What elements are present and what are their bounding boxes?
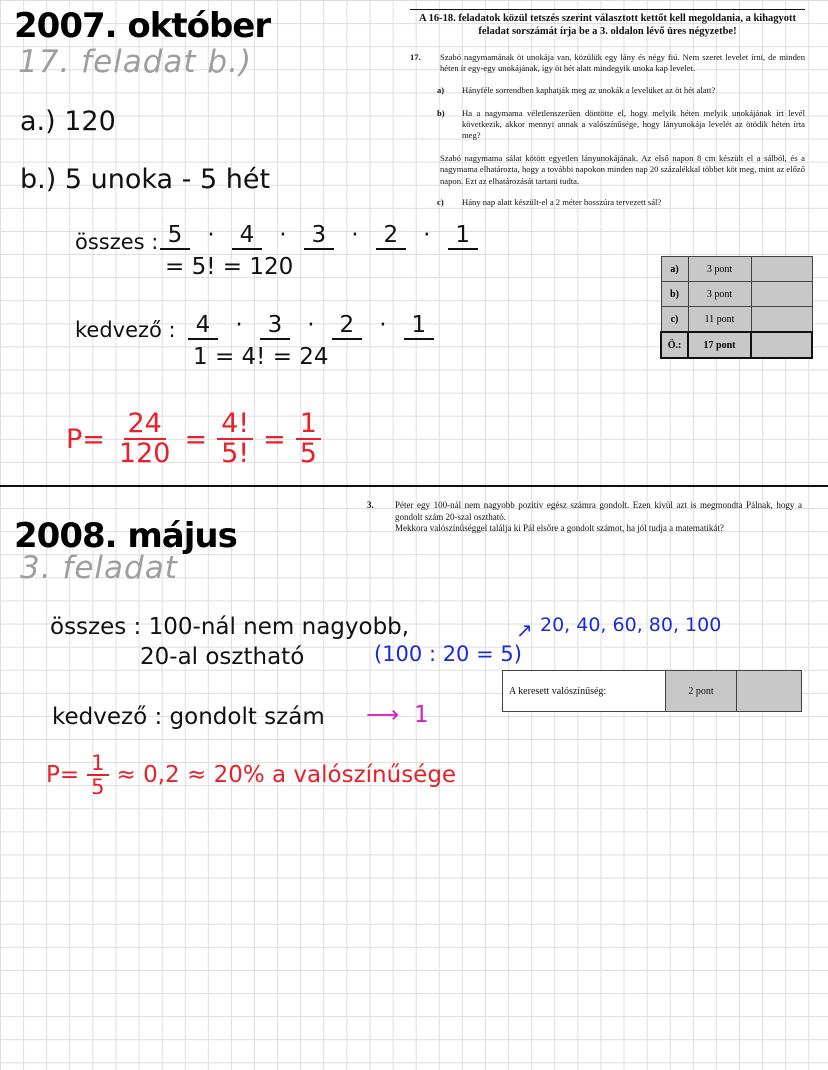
frac-den: 5	[299, 438, 317, 470]
fraction	[115, 410, 175, 469]
table-row	[661, 257, 812, 282]
exam2	[367, 500, 802, 535]
kedvezo-result	[193, 344, 329, 370]
osszes-factors: 5 · 4 · 3 · 2 · 1	[160, 222, 478, 250]
factor: 1	[448, 222, 478, 250]
problem-number: 17.	[410, 52, 421, 63]
frac-num: 24	[124, 410, 166, 440]
exam1-problem	[410, 52, 805, 74]
factor: 2	[376, 222, 406, 250]
count-calc: (100 : 20 = 5)	[374, 642, 522, 666]
answer-label: A keresett valószínűség:	[503, 671, 666, 711]
table-row	[661, 282, 812, 307]
row-points: 3 pont	[688, 282, 751, 307]
factor: 1	[404, 312, 434, 340]
part-label: c)	[437, 196, 444, 207]
factor: 4	[232, 222, 262, 250]
exam1	[410, 12, 805, 208]
equals: =	[184, 423, 208, 455]
frac-num: 4!	[217, 410, 253, 440]
score-cell	[751, 282, 812, 307]
answer-b-label: b.) 5 unoka - 5 hét	[20, 164, 271, 195]
row-label: c)	[661, 307, 688, 333]
frac-den: 5!	[221, 438, 250, 470]
p-formula-2	[46, 752, 456, 798]
points-table	[660, 256, 813, 359]
frac-den: 5	[91, 775, 105, 800]
row-points: 17 pont	[688, 332, 751, 358]
kedvezo-24: 24	[299, 344, 329, 370]
answer-a: a.) 120	[20, 106, 116, 137]
row-points: 11 pont	[688, 307, 751, 333]
factor: 5	[160, 222, 190, 250]
problem-text-1: Péter egy 100-nál nem nagyobb pozitív egész számra gondolt. Ezen kívül azt is megmondta Pálnak, hogy a gondolt szám 20-szal osztható.	[395, 500, 802, 522]
osszes-result: = 5! = 120	[165, 254, 294, 280]
table-row	[661, 307, 812, 333]
factor: 4	[188, 312, 218, 340]
section2-title: 2008. május	[14, 516, 237, 556]
answer-points: 2 pont	[666, 671, 737, 711]
score-cell	[751, 332, 812, 358]
problem-text	[395, 500, 802, 535]
row-label: b)	[661, 282, 688, 307]
osszes2-line1: összes : 100-nál nem nagyobb,	[50, 614, 410, 640]
exam1-mid-text: Szabó nagymama sálat kötött egyetlen lányunokájának. Az első napon 8 cm készült el a sálból, és a nagymama elhatározta, hogy a további napokon minden nap 20 százalékkal többet köt meg, mint az előző napon. Ezt az elhatározását tartani tudta.	[440, 153, 805, 186]
score-cell	[751, 307, 812, 333]
problem-text-2: Mekkora valószínűséggel találja ki Pál elsőre a gondolt számot, ha jól tudja a matematikát?	[395, 523, 724, 534]
row-label: Ö.:	[661, 332, 688, 358]
exam1-part-a	[410, 85, 805, 96]
frac-num: 1	[296, 410, 321, 440]
exam1-part-b	[410, 108, 805, 142]
p-formula-1	[66, 410, 321, 469]
osszes2-line2: 20-al osztható	[140, 644, 305, 670]
problem-number: 3.	[367, 500, 374, 510]
kedvezo2: kedvező : gondolt szám	[52, 704, 325, 730]
problem-intro: Szabó nagymamának öt unokája van, közülük egy lány és négy fiú. Nem szeret levelet írni, de minden héten ír egy-egy unokájának, így öt hét alatt mindegyik unoka kap levelet.	[440, 52, 805, 74]
row-points: 3 pont	[688, 257, 751, 282]
arrow-right-icon: ⟶	[366, 702, 399, 728]
section2-subtitle: 3. feladat	[20, 550, 178, 586]
multiples-list: 20, 40, 60, 80, 100	[540, 614, 722, 636]
factor: 3	[304, 222, 334, 250]
row-label: a)	[661, 257, 688, 282]
exam1-header: A 16-18. feladatok közül tetszés szerint választott kettőt kell megoldania, a kihagyott feladat sorszámát írja be a 3. oldalon lévő üres négyzetbe!	[418, 13, 797, 38]
kedvezo-first-den: 1	[193, 344, 208, 370]
answer-box	[502, 670, 802, 712]
frac-den: 120	[118, 438, 171, 470]
kedvezo-label: kedvező :	[75, 318, 176, 342]
part-text: Hányféle sorrendben kaphatják meg az unokák a levelüket az öt hét alatt?	[462, 84, 716, 95]
osszes-label: összes :	[75, 230, 159, 254]
arrow-icon: ↗	[516, 618, 533, 642]
section1-title: 2007. október	[14, 6, 271, 46]
part-label: a)	[437, 84, 445, 95]
score-cell	[751, 257, 812, 282]
exam1-part-c	[410, 197, 805, 208]
part-text: Ha a nagymama véletlenszerűen döntötte el, hogy melyik héten melyik unokájának írt levél következik, akkor mennyi annak a valószínűsége, hogy lányunokája levelét az ötödik héten írta meg?	[462, 107, 805, 141]
exam-rule	[410, 9, 805, 10]
kedvezo-factors: 4 · 3 · 2 · 1	[188, 312, 434, 340]
part-text: Hány nap alatt készült-el a 2 méter hosszúra tervezett sál?	[462, 196, 662, 207]
section1-subtitle: 17. feladat b.)	[18, 44, 253, 80]
equals: =	[263, 423, 286, 455]
p-label: P=	[66, 423, 105, 455]
factor: 3	[260, 312, 290, 340]
section-divider	[0, 485, 828, 487]
factor: 2	[332, 312, 362, 340]
table-row	[661, 332, 812, 358]
part-label: b)	[437, 107, 445, 118]
p-rest: ≈ 0,2 ≈ 20% a valószínűsége	[116, 762, 457, 789]
kedvezo2-value: 1	[414, 702, 429, 728]
score-cell	[737, 671, 801, 711]
fraction	[217, 410, 253, 469]
p-label: P=	[46, 762, 80, 789]
fraction	[87, 752, 108, 798]
fraction	[296, 410, 321, 469]
frac-num: 1	[87, 752, 108, 776]
kedvezo-eq: = 4! =	[214, 344, 292, 370]
